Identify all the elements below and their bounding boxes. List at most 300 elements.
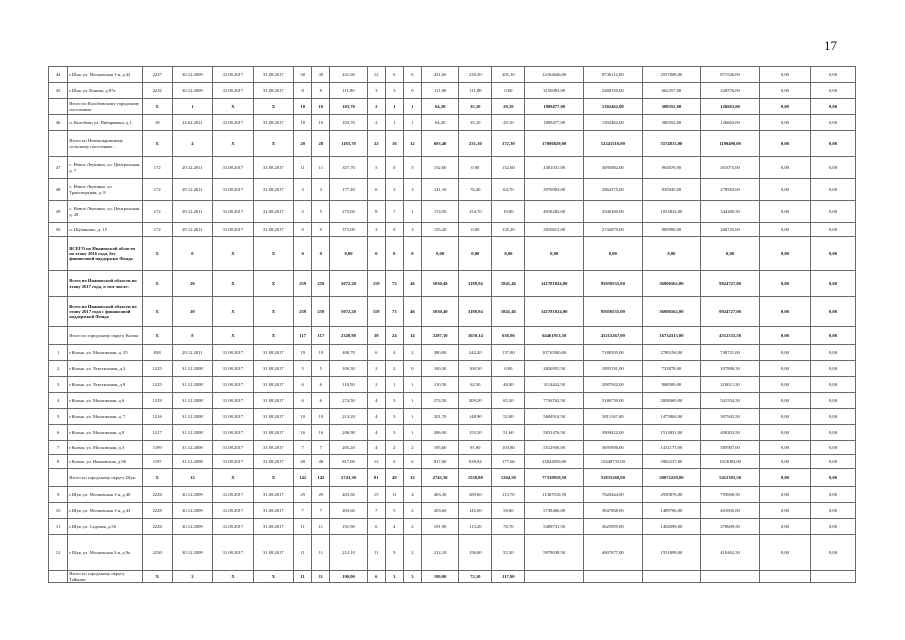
value-cell: 5982237,00 — [642, 455, 701, 469]
value-cell: 31.08.2017 — [213, 519, 254, 535]
value-cell: 31.12.2008 — [172, 441, 213, 455]
value-cell: 0,00 — [584, 237, 643, 271]
value-cell: 1613084,00 — [701, 455, 760, 469]
value-cell: X — [213, 469, 254, 487]
value-cell: 9 — [385, 535, 403, 571]
value-cell: 3 — [385, 571, 403, 583]
value-cell: X — [142, 99, 172, 115]
value-cell: 31.08.2017 — [213, 503, 254, 519]
value-cell: X — [253, 131, 294, 157]
value-cell: 11 — [312, 157, 330, 179]
value-cell: X — [142, 237, 172, 271]
value-cell: 31.08.2017 — [213, 361, 254, 377]
value-cell: 1538,80 — [459, 469, 492, 487]
value-cell: 10 — [294, 409, 312, 425]
value-cell: 2557008,00 — [642, 67, 701, 83]
value-cell: 0,00 — [759, 503, 810, 519]
value-cell: 19 — [294, 345, 312, 361]
value-cell: 3 — [367, 83, 385, 99]
value-cell: 141781824,00 — [525, 271, 584, 297]
value-cell: 0,00 — [759, 535, 810, 571]
value-cell: 16 — [385, 131, 403, 157]
value-cell: 5738466,00 — [525, 503, 584, 519]
value-cell: 31.08.2017 — [253, 345, 294, 361]
value-cell: 6 — [385, 455, 403, 469]
value-cell: 3 — [385, 409, 403, 425]
value-cell: 31.12.2008 — [172, 425, 213, 441]
value-cell: 28 — [294, 131, 312, 157]
value-cell: 30.12.2009 — [172, 503, 213, 519]
value-cell: 289,60 — [459, 487, 492, 503]
value-cell: 195,60 — [421, 441, 458, 455]
value-cell: 380,00 — [421, 345, 458, 361]
value-cell: 0,00 — [759, 201, 810, 223]
value-cell: X — [142, 297, 172, 327]
value-cell: 274,50 — [330, 393, 367, 409]
address-cell: г.Шуя, ул. Московская 1-я, д.40 — [68, 487, 143, 503]
value-cell: 5 — [294, 361, 312, 377]
value-cell: 1431171,00 — [642, 441, 701, 455]
summary-row — [49, 297, 856, 327]
value-cell: 10 — [294, 115, 312, 131]
value-cell: 3574813,00 — [642, 131, 701, 157]
value-cell: 0 — [403, 83, 421, 99]
value-cell: X — [213, 571, 254, 583]
value-cell: 31.08.2017 — [253, 377, 294, 393]
value-cell: 397943,50 — [701, 409, 760, 425]
value-cell: 1 — [385, 377, 403, 393]
value-cell: 46 — [403, 297, 421, 327]
value-cell — [759, 571, 810, 583]
value-cell: 10710300,00 — [525, 345, 584, 361]
table-row — [49, 487, 856, 503]
value-cell: X — [253, 271, 294, 297]
value-cell: 0,00 — [492, 83, 525, 99]
value-cell: 30.12.2009 — [172, 519, 213, 535]
value-cell: 24.02.2011 — [172, 115, 213, 131]
value-cell: 30 — [294, 67, 312, 83]
value-cell: 31.08.2017 — [253, 441, 294, 455]
value-cell: 3810613,00 — [525, 223, 584, 237]
value-cell: 9924727,00 — [701, 297, 760, 327]
row-number-cell — [49, 99, 68, 115]
value-cell: 385907,00 — [701, 441, 760, 455]
table-row — [49, 393, 856, 409]
value-cell: 4 — [367, 441, 385, 455]
value-cell: 808509,00 — [642, 377, 701, 393]
value-cell: 2780194,00 — [642, 345, 701, 361]
value-cell: 19,80 — [492, 201, 525, 223]
value-cell: 126663,00 — [701, 115, 760, 131]
table-row — [49, 201, 856, 223]
value-cell: 0 — [367, 237, 385, 271]
value-cell: 259 — [294, 271, 312, 297]
value-cell: 2743,30 — [421, 469, 458, 487]
value-cell: 31.08.2017 — [253, 409, 294, 425]
table-row — [49, 345, 856, 361]
value-cell: 0 — [403, 361, 421, 377]
value-cell: 48 — [312, 455, 330, 469]
value-cell: X — [213, 297, 254, 327]
value-cell: 1841,46 — [492, 271, 525, 297]
address-cell: г.Кохма, ул. Текстильная, д.2 — [68, 361, 143, 377]
value-cell: 5 — [385, 503, 403, 519]
value-cell: 7 — [294, 503, 312, 519]
value-cell: 0,00 — [759, 377, 810, 393]
value-cell: 52,80 — [492, 409, 525, 425]
value-cell: 172 — [142, 179, 172, 201]
value-cell: 3976903,00 — [525, 179, 584, 201]
value-cell: 30.12.2009 — [172, 487, 213, 503]
value-cell: 0,00 — [811, 271, 856, 297]
summary-row — [49, 469, 856, 487]
value-cell: 273,60 — [330, 201, 367, 223]
value-cell: 51835268,00 — [584, 469, 643, 487]
value-cell: 1 — [403, 99, 421, 115]
value-cell: 2 — [403, 345, 421, 361]
value-cell: 5 — [312, 201, 330, 223]
value-cell: 7180395,00 — [584, 345, 643, 361]
row-number-cell: 8 — [49, 455, 68, 469]
value-cell: 2 — [403, 519, 421, 535]
value-cell: 871526,00 — [701, 67, 760, 83]
value-cell: 30.12.2009 — [172, 535, 213, 571]
value-cell: 16734313,00 — [642, 327, 701, 345]
value-cell: 372,30 — [492, 131, 525, 157]
value-cell: 5412393,50 — [701, 469, 760, 487]
summary-row — [49, 131, 856, 157]
value-cell: 401692,00 — [701, 503, 760, 519]
address-cell: Итого по Колобовскому городскому поселению: — [68, 99, 143, 115]
address-cell: ВСЕГО по Ивановской области по этапу 2016 года, без финансовой поддержки Фонда — [68, 237, 143, 271]
value-cell: 113,70 — [492, 487, 525, 503]
value-cell: 117,90 — [492, 571, 525, 583]
value-cell: 119 — [367, 297, 385, 327]
value-cell: 73 — [385, 297, 403, 327]
value-cell: 9 — [312, 223, 330, 237]
value-cell: 403,30 — [421, 487, 458, 503]
value-cell: 31.12.2008 — [172, 393, 213, 409]
value-cell: 1197 — [142, 455, 172, 469]
value-cell: 103,70 — [330, 99, 367, 115]
value-cell: 11 — [312, 519, 330, 535]
value-cell: 6 — [367, 345, 385, 361]
value-cell: 0,00 — [759, 455, 810, 469]
value-cell: 639,94 — [459, 455, 492, 469]
value-cell: 5684914,50 — [525, 409, 584, 425]
value-cell: 5072,20 — [330, 271, 367, 297]
value-cell: 209,20 — [459, 393, 492, 409]
value-cell: 1216 — [142, 409, 172, 425]
value-cell: 3 — [367, 223, 385, 237]
row-number-cell: 49 — [49, 201, 68, 223]
value-cell: 2228 — [142, 503, 172, 519]
address-cell: г.Кохма, ул. Московская, д.8 — [68, 425, 143, 441]
row-number-cell: 5 — [49, 409, 68, 425]
value-cell: 1551899,00 — [642, 535, 701, 571]
value-cell: 2742879,00 — [584, 223, 643, 237]
value-cell: 0,00 — [811, 237, 856, 271]
value-cell: 2 — [403, 535, 421, 571]
address-cell: п. Шуминово, д. 15 — [68, 223, 143, 237]
value-cell: 1302462,00 — [584, 99, 643, 115]
value-cell: 5 — [367, 157, 385, 179]
value-cell: 3114442,50 — [525, 377, 584, 393]
value-cell: 408203,50 — [701, 425, 760, 441]
value-cell: 3847068,00 — [584, 503, 643, 519]
value-cell: 1 — [403, 425, 421, 441]
value-cell: 3 — [385, 179, 403, 201]
value-cell: 137,80 — [492, 345, 525, 361]
value-cell: 31.08.2017 — [253, 393, 294, 409]
row-number-cell: 44 — [49, 67, 68, 83]
value-cell: 20072229,00 — [642, 469, 701, 487]
address-cell: г.Кохма, ул. Текстильная, д.8 — [68, 377, 143, 393]
value-cell: 145,00 — [459, 503, 492, 519]
address-cell: Всего по Ивановской области по этапу 2017 года с финансовой поддержкой Фонда — [68, 297, 143, 327]
value-cell: 3 — [403, 571, 421, 583]
value-cell: 5408731,50 — [525, 519, 584, 535]
table-row — [49, 535, 856, 571]
value-cell: 259 — [294, 297, 312, 327]
row-number-cell — [49, 327, 68, 345]
value-cell: 31.08.2017 — [213, 201, 254, 223]
value-cell: 3811167,00 — [584, 409, 643, 425]
value-cell: 31.08.2017 — [253, 115, 294, 131]
value-cell: 1 — [403, 393, 421, 409]
value-cell: 11367010,50 — [525, 487, 584, 503]
value-cell: 380352,00 — [642, 115, 701, 131]
value-cell: 31.08.2017 — [213, 393, 254, 409]
value-cell: 0 — [385, 157, 403, 179]
value-cell: 141781824,00 — [525, 297, 584, 327]
row-number-cell: 9 — [49, 487, 68, 503]
address-cell: п. Колобово ул. Пибарковка, д.1 — [68, 115, 143, 131]
row-number-cell: 7 — [49, 441, 68, 455]
value-cell: 23044056,00 — [525, 455, 584, 469]
value-cell: 30 — [312, 67, 330, 83]
value-cell: 91,80 — [459, 441, 492, 455]
value-cell: 3 — [403, 223, 421, 237]
value-cell: 4 — [367, 393, 385, 409]
value-cell: 1225 — [142, 377, 172, 393]
value-cell: 4007677,00 — [584, 535, 643, 571]
value-cell: 12241516,00 — [584, 131, 643, 157]
value-cell: X — [142, 131, 172, 157]
value-cell: 2328,90 — [330, 327, 367, 345]
value-cell: 174,50 — [421, 201, 458, 223]
value-cell: 0,00 — [811, 425, 856, 441]
value-cell: 11 — [367, 535, 385, 571]
value-cell: 36806562,00 — [642, 271, 701, 297]
row-number-cell: 4 — [49, 393, 68, 409]
value-cell: 1475804,00 — [642, 409, 701, 425]
value-cell: 5 — [403, 157, 421, 179]
value-cell: 0,00 — [459, 157, 492, 179]
value-cell: 3540160,00 — [584, 201, 643, 223]
value-cell: 2287,10 — [421, 327, 458, 345]
table-row — [49, 67, 856, 83]
value-cell: 3150083,00 — [525, 83, 584, 99]
value-cell: X — [253, 469, 294, 487]
value-cell: 1489706,00 — [642, 503, 701, 519]
value-cell: 7736762,50 — [525, 393, 584, 409]
value-cell: 2226 — [142, 519, 172, 535]
value-cell: 8 — [312, 83, 330, 99]
value-cell: 31.08.2017 — [213, 409, 254, 425]
row-number-cell — [49, 271, 68, 297]
value-cell: 18 — [142, 115, 172, 131]
value-cell: 0,00 — [811, 503, 856, 519]
value-cell: 31.12.2008 — [172, 377, 213, 393]
row-number-cell: 48 — [49, 179, 68, 201]
value-cell: 1809477,00 — [525, 115, 584, 131]
table-row — [49, 425, 856, 441]
value-cell: 12164646,00 — [525, 67, 584, 83]
value-cell: 2087922,00 — [584, 377, 643, 393]
value-cell: 0,00 — [811, 327, 856, 345]
value-cell: 3625995,00 — [584, 519, 643, 535]
value-cell: 603,40 — [421, 131, 458, 157]
value-cell: 3 — [385, 83, 403, 99]
value-cell: 31.08.2017 — [253, 223, 294, 237]
value-cell: 541554,50 — [701, 393, 760, 409]
address-cell: г.Кохма, ул. Московская, д.6 — [68, 393, 143, 409]
value-cell: 30.12.2009 — [172, 83, 213, 99]
value-cell: 0,00 — [759, 115, 810, 131]
value-cell: 31.08.2017 — [213, 157, 254, 179]
value-cell: 218011,50 — [701, 377, 760, 393]
value-cell: 10 — [312, 99, 330, 115]
row-number-cell: 11 — [49, 519, 68, 535]
value-cell: X — [213, 237, 254, 271]
table-row — [49, 409, 856, 425]
row-number-cell — [49, 297, 68, 327]
value-cell: 152,60 — [421, 157, 458, 179]
value-cell: 1217 — [142, 425, 172, 441]
row-number-cell: 6 — [49, 425, 68, 441]
page-number: 17 — [824, 38, 837, 53]
address-cell: Итого по городскому округу Кохма — [68, 327, 143, 345]
value-cell: 0,00 — [811, 409, 856, 425]
value-cell: 0,00 — [759, 393, 810, 409]
value-cell: 155,30 — [459, 425, 492, 441]
row-number-cell — [49, 237, 68, 271]
value-cell: 12 — [367, 455, 385, 469]
value-cell: 31.08.2017 — [213, 83, 254, 99]
value-cell: 64,70 — [492, 179, 525, 201]
address-cell: с. Новое Леушино, ул. Центральная, д. 7 — [68, 157, 143, 179]
value-cell: 16 — [294, 425, 312, 441]
value-cell: 0,00 — [811, 297, 856, 327]
value-cell: 7 — [294, 441, 312, 455]
value-cell: 31.12.2008 — [172, 361, 213, 377]
value-cell: 16 — [312, 425, 330, 441]
value-cell: 31.12.2008 — [172, 455, 213, 469]
value-cell: 111,80 — [421, 83, 458, 99]
value-cell: 31.08.2017 — [213, 115, 254, 131]
value-cell: 0,00 — [759, 345, 810, 361]
value-cell: 6 — [367, 519, 385, 535]
value-cell: 31.08.2017 — [213, 455, 254, 469]
value-cell: 29.12.2011 — [172, 157, 213, 179]
value-cell: 78,70 — [492, 519, 525, 535]
value-cell: 0,00 — [459, 237, 492, 271]
value-cell: 100,30 — [459, 361, 492, 377]
value-cell: 197886,50 — [701, 361, 760, 377]
value-cell: 5030,40 — [421, 297, 458, 327]
row-number-cell: 12 — [49, 535, 68, 571]
value-cell: 206,90 — [421, 425, 458, 441]
address-cell: г.Шуя, ул. Московская 2-я, д.9а — [68, 535, 143, 571]
value-cell: 0,00 — [492, 361, 525, 377]
value-cell: 100,30 — [330, 361, 367, 377]
table-row — [49, 377, 856, 393]
value-cell: 31.08.2017 — [253, 201, 294, 223]
value-cell: 0 — [172, 237, 213, 271]
value-cell: 11 — [294, 519, 312, 535]
value-cell: 259 — [312, 271, 330, 297]
value-cell: 2 — [367, 377, 385, 393]
value-cell: 418462,50 — [701, 535, 760, 571]
value-cell: 142 — [294, 469, 312, 487]
value-cell: 7 — [312, 503, 330, 519]
value-cell: 31.08.2017 — [253, 361, 294, 377]
value-cell: 8 — [172, 327, 213, 345]
value-cell: X — [142, 271, 172, 297]
value-cell: 6 — [312, 377, 330, 393]
value-cell: X — [253, 237, 294, 271]
value-cell: 31.08.2017 — [253, 67, 294, 83]
value-cell: 8 — [294, 83, 312, 99]
value-cell: 8736112,00 — [584, 67, 643, 83]
value-cell: 11 — [312, 535, 330, 571]
summary-row — [49, 237, 856, 271]
value-cell: 3 — [294, 179, 312, 201]
value-cell: 31.08.2017 — [213, 441, 254, 455]
value-cell: 0,00 — [759, 469, 810, 487]
value-cell: X — [213, 327, 254, 345]
value-cell: 31.08.2017 — [253, 503, 294, 519]
value-cell: 3909422,00 — [584, 425, 643, 441]
value-cell: 1 — [403, 201, 421, 223]
value-cell: 64461913,50 — [525, 327, 584, 345]
value-cell: 24 — [385, 327, 403, 345]
value-cell: 212,10 — [421, 535, 458, 571]
value-cell: 172 — [142, 157, 172, 179]
value-cell: 0,00 — [759, 179, 810, 201]
address-cell: г.Кохма, ул. Ивановская, д.96 — [68, 455, 143, 469]
value-cell: 31.08.2017 — [213, 425, 254, 441]
value-cell: 30.12.2009 — [172, 67, 213, 83]
value-cell: X — [213, 131, 254, 157]
value-cell: 817,60 — [330, 455, 367, 469]
value-cell: 43215267,00 — [584, 327, 643, 345]
value-cell: 31.08.2017 — [253, 425, 294, 441]
value-cell: 220576,00 — [701, 83, 760, 99]
value-cell: 6 — [294, 377, 312, 393]
value-cell: 29 — [312, 487, 330, 503]
value-cell: 135,20 — [492, 223, 525, 237]
value-cell: 4512333,50 — [701, 327, 760, 345]
value-cell: 6 — [403, 67, 421, 83]
address-cell: Итого по городскому округу Шуя: — [68, 469, 143, 487]
value-cell: 2232 — [142, 83, 172, 99]
value-cell: 733878,00 — [642, 361, 701, 377]
value-cell: 141,10 — [421, 179, 458, 201]
value-cell: 72,10 — [459, 571, 492, 583]
value-cell: 835945,00 — [642, 179, 701, 201]
